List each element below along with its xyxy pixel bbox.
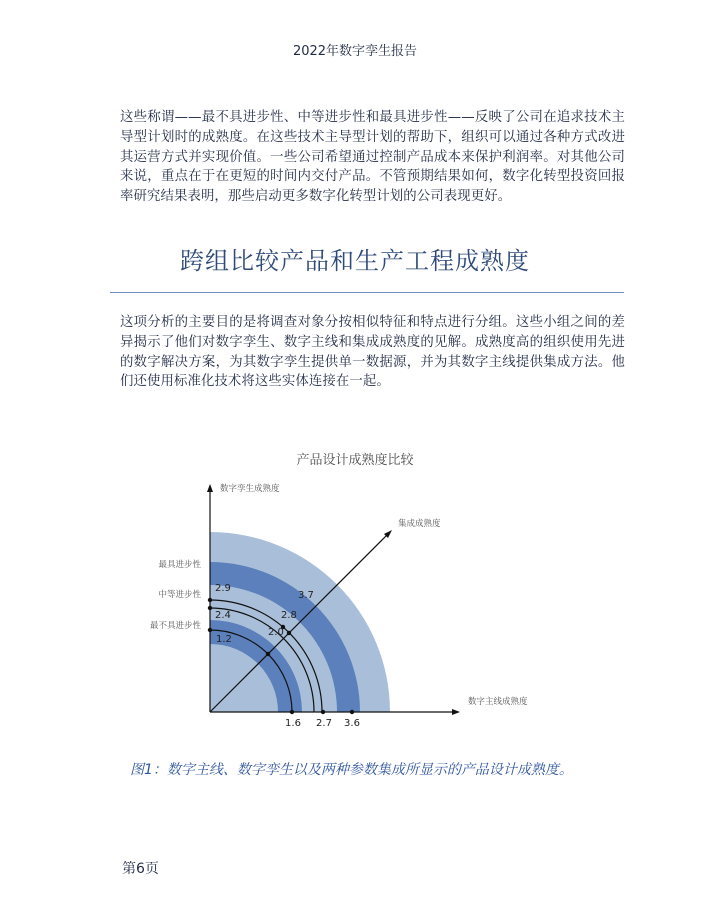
band-label-least: 最不具进步性 — [149, 621, 201, 631]
report-header: 2022年数字孪生报告 — [292, 44, 418, 59]
point-x-intermediate — [321, 710, 325, 714]
x-value-most: 3.6 — [344, 718, 360, 729]
y-value-most: 2.9 — [215, 583, 231, 594]
point-y-most — [208, 598, 212, 602]
x-value-least: 1.6 — [285, 718, 301, 729]
figure-caption: 图1：数字主线、数字孪生以及两种参数集成所显示的产品设计成熟度。 — [130, 762, 573, 778]
point-diag-least — [266, 652, 270, 656]
page-number: 第6页 — [122, 861, 159, 877]
point-diag-most — [287, 631, 291, 635]
diagonal-axis-label: 集成成熟度 — [398, 519, 441, 529]
y-value-least: 1.2 — [216, 634, 232, 645]
band-label-intermediate: 中等进步性 — [158, 590, 201, 600]
y-axis-arrow-icon — [207, 484, 213, 492]
y-value-intermediate: 2.4 — [215, 610, 231, 621]
x-value-intermediate: 2.7 — [316, 718, 332, 729]
diag-value-least: 2.0 — [268, 627, 284, 638]
point-x-most — [350, 710, 354, 714]
diag-value-intermediate: 2.8 — [281, 610, 297, 621]
diag-value-most: 3.7 — [298, 590, 314, 601]
x-axis-label: 数字主线成熟度 — [468, 697, 528, 707]
section-divider — [110, 292, 624, 293]
point-x-least — [290, 710, 294, 714]
point-y-least — [208, 628, 212, 632]
band-label-most: 最具进步性 — [158, 560, 201, 570]
analysis-paragraph: 这项分析的主要目的是将调查对象分按相似特征和特点进行分组。这些小组之间的差异揭示了他们对数字孪生、数字主线和集成成熟度的见解。成熟度高的组织使用先进的数字解决方案，为其数字孪生提供单一数据源，并为其数字主线提供集成方法。他们还使用标准化技术将这些实体连接在一起。 — [120, 315, 625, 390]
chart-title: 产品设计成熟度比较 — [296, 453, 414, 468]
maturity-chart — [0, 470, 710, 750]
point-y-intermediate — [208, 606, 212, 610]
x-axis-arrow-icon — [452, 709, 460, 715]
y-axis-label: 数字孪生成熟度 — [220, 484, 280, 494]
intro-paragraph: 这些称谓——最不具进步性、中等进步性和最具进步性——反映了公司在追求技术主导型计划时的成熟度。在这些技术主导型计划的帮助下，组织可以通过各种方式改进其运营方式并实现价值。一些公司希望通过控制产品成本来保护利润率。对其他公司来说，重点在于在更短的时间内交付产品。不管预期结果如何，数字化转型投资回报率研究结果表明，那些启动更多数字化转型计划的公司表现更好。 — [120, 110, 625, 205]
section-title: 跨组比较产品和生产工程成熟度 — [180, 247, 530, 275]
